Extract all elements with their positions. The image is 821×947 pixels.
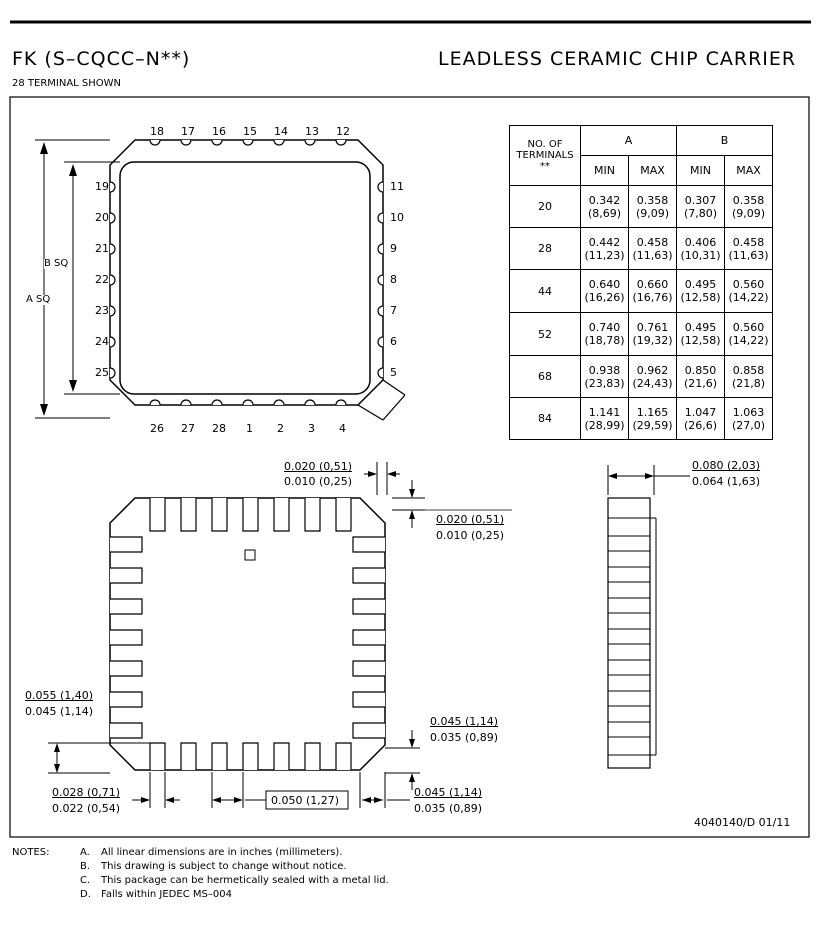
cell-terminals: 28 xyxy=(510,228,581,270)
pin-label: 14 xyxy=(274,125,288,138)
val-mm: (19,32) xyxy=(632,334,673,347)
val-mm: (14,22) xyxy=(728,291,769,304)
pin-label: 4 xyxy=(339,422,346,435)
val-in: 0.342 xyxy=(588,193,621,207)
val-mm: (28,99) xyxy=(584,418,625,432)
pin-label: 12 xyxy=(336,125,350,138)
val-in: 0.495 xyxy=(684,278,717,291)
cell-terminals: 68 xyxy=(510,356,581,398)
val-in: 0.307 xyxy=(684,193,717,207)
cell-terminals: 52 xyxy=(510,313,581,356)
val-mm: (8,69) xyxy=(587,206,622,220)
cell-terminals: 84 xyxy=(510,398,581,440)
drawing-number: 4040140/D 01/11 xyxy=(694,816,791,829)
pin-label: 28 xyxy=(212,422,226,435)
pin-label: 1 xyxy=(246,422,253,435)
dim-corner-min: 0.035 (0,89) xyxy=(414,802,483,815)
val-in: 0.850 xyxy=(684,363,717,377)
note-letter: A. xyxy=(80,847,90,858)
dim-pad-bottom-min: 0.022 (0,54) xyxy=(52,802,121,815)
val-in: 0.560 xyxy=(732,278,765,291)
pin-label: 25 xyxy=(95,366,109,379)
dim-pad-width-min: 0.010 (0,25) xyxy=(284,475,353,488)
note-text: Falls within JEDEC MS–004 xyxy=(101,889,232,900)
pin-label: 16 xyxy=(212,125,226,138)
val-in: 0.660 xyxy=(636,278,669,291)
pin-label: 17 xyxy=(181,125,195,138)
label-b-sq: B SQ xyxy=(44,258,69,269)
table-head-b: B xyxy=(677,126,773,156)
dim-pad-bottom-max: 0.028 (0,71) xyxy=(52,786,121,799)
table-head-a: A xyxy=(581,126,677,156)
val-in: 1.047 xyxy=(684,405,717,419)
dim-height-max: 0.080 (2,03) xyxy=(692,459,761,472)
val-in: 0.406 xyxy=(684,235,717,249)
val-in: 1.063 xyxy=(732,405,765,419)
pin-label: 3 xyxy=(308,422,315,435)
note-letter: B. xyxy=(80,861,91,872)
table-head-min: MIN xyxy=(677,156,725,186)
pin-label: 26 xyxy=(150,422,164,435)
pin-label: 19 xyxy=(95,180,109,193)
val-mm: (18,78) xyxy=(584,334,625,347)
val-mm: (11,63) xyxy=(632,248,673,262)
table-head-max: MAX xyxy=(725,156,773,186)
package-title: LEADLESS CERAMIC CHIP CARRIER xyxy=(438,48,797,70)
dim-pad-width-max: 0.020 (0,51) xyxy=(284,460,353,473)
val-in: 0.442 xyxy=(588,235,621,249)
val-mm: (12,58) xyxy=(680,334,721,347)
val-mm: (16,76) xyxy=(632,291,673,304)
dim-right-max: 0.045 (1,14) xyxy=(430,715,499,728)
val-in: 0.740 xyxy=(588,321,621,334)
pin-label: 24 xyxy=(95,335,109,348)
val-in: 0.495 xyxy=(684,321,717,334)
pin-label: 15 xyxy=(243,125,257,138)
dim-pad-length-max: 0.020 (0,51) xyxy=(436,513,505,526)
val-mm: (7,80) xyxy=(683,206,718,220)
val-mm: (14,22) xyxy=(728,334,769,347)
dim-pad-length-min: 0.010 (0,25) xyxy=(436,529,505,542)
note-text: This drawing is subject to change without notice. xyxy=(101,861,347,872)
val-mm: (27,0) xyxy=(731,418,766,432)
val-in: 0.560 xyxy=(732,321,765,334)
val-mm: (21,6) xyxy=(683,376,718,390)
val-mm: (9,09) xyxy=(731,206,766,220)
note-letter: D. xyxy=(80,889,91,900)
dim-pitch: 0.050 (1,27) xyxy=(271,794,340,807)
val-in: 0.358 xyxy=(732,193,765,207)
dim-right-min: 0.035 (0,89) xyxy=(430,731,499,744)
package-subtitle: 28 TERMINAL SHOWN xyxy=(12,78,122,89)
val-mm: (9,09) xyxy=(635,206,670,220)
pin-label: 8 xyxy=(390,273,397,286)
val-mm: (11,23) xyxy=(584,248,625,262)
table-head-max: MAX xyxy=(629,156,677,186)
val-in: 0.858 xyxy=(732,363,765,377)
pin-label: 2 xyxy=(277,422,284,435)
pin-label: 6 xyxy=(390,335,397,348)
val-mm: (21,8) xyxy=(731,376,766,390)
package-code: FK (S–CQCC–N**) xyxy=(12,48,191,70)
pin-label: 22 xyxy=(95,273,109,286)
note-text: All linear dimensions are in inches (millimeters). xyxy=(101,847,343,858)
cell-terminals: 44 xyxy=(510,270,581,313)
val-in: 0.761 xyxy=(636,321,669,334)
note-letter: C. xyxy=(80,875,91,886)
pin-label: 13 xyxy=(305,125,319,138)
pin-label: 23 xyxy=(95,304,109,317)
val-in: 1.141 xyxy=(588,405,621,419)
pin-label: 5 xyxy=(390,366,397,379)
val-in: 0.640 xyxy=(588,278,621,291)
label-a-sq: A SQ xyxy=(26,294,51,305)
val-mm: (23,83) xyxy=(584,376,625,390)
val-mm: (26,6) xyxy=(683,418,718,432)
notes-label: NOTES: xyxy=(12,847,50,858)
val-mm: (11,63) xyxy=(728,248,769,262)
pin-label: 7 xyxy=(390,304,397,317)
val-mm: (12,58) xyxy=(680,291,721,304)
dim-left-min: 0.045 (1,14) xyxy=(25,705,94,718)
table-head-min: MIN xyxy=(581,156,629,186)
val-mm: (16,26) xyxy=(584,291,625,304)
dim-height-min: 0.064 (1,63) xyxy=(692,475,761,488)
note-text: This package can be hermetically sealed with a metal lid. xyxy=(101,875,389,886)
val-mm: (29,59) xyxy=(632,418,673,432)
val-in: 0.962 xyxy=(636,363,669,377)
dim-corner-max: 0.045 (1,14) xyxy=(414,786,483,799)
val-in: 0.458 xyxy=(732,235,765,249)
val-in: 0.938 xyxy=(588,363,621,377)
pin-label: 18 xyxy=(150,125,164,138)
cell-terminals: 20 xyxy=(510,186,581,228)
pin-label: 21 xyxy=(95,242,109,255)
pin-label: 9 xyxy=(390,242,397,255)
val-mm: (10,31) xyxy=(680,248,721,262)
val-in: 1.165 xyxy=(636,405,669,419)
val-in: 0.358 xyxy=(636,193,669,207)
val-in: 0.458 xyxy=(636,235,669,249)
pin-label: 10 xyxy=(390,211,404,224)
table-head-terminals: NO. OF TERMINALS ** xyxy=(510,126,581,186)
val-mm: (24,43) xyxy=(632,376,673,390)
pin-label: 11 xyxy=(390,180,404,193)
pin-label: 27 xyxy=(181,422,195,435)
pin-label: 20 xyxy=(95,211,109,224)
dim-left-max: 0.055 (1,40) xyxy=(25,689,94,702)
